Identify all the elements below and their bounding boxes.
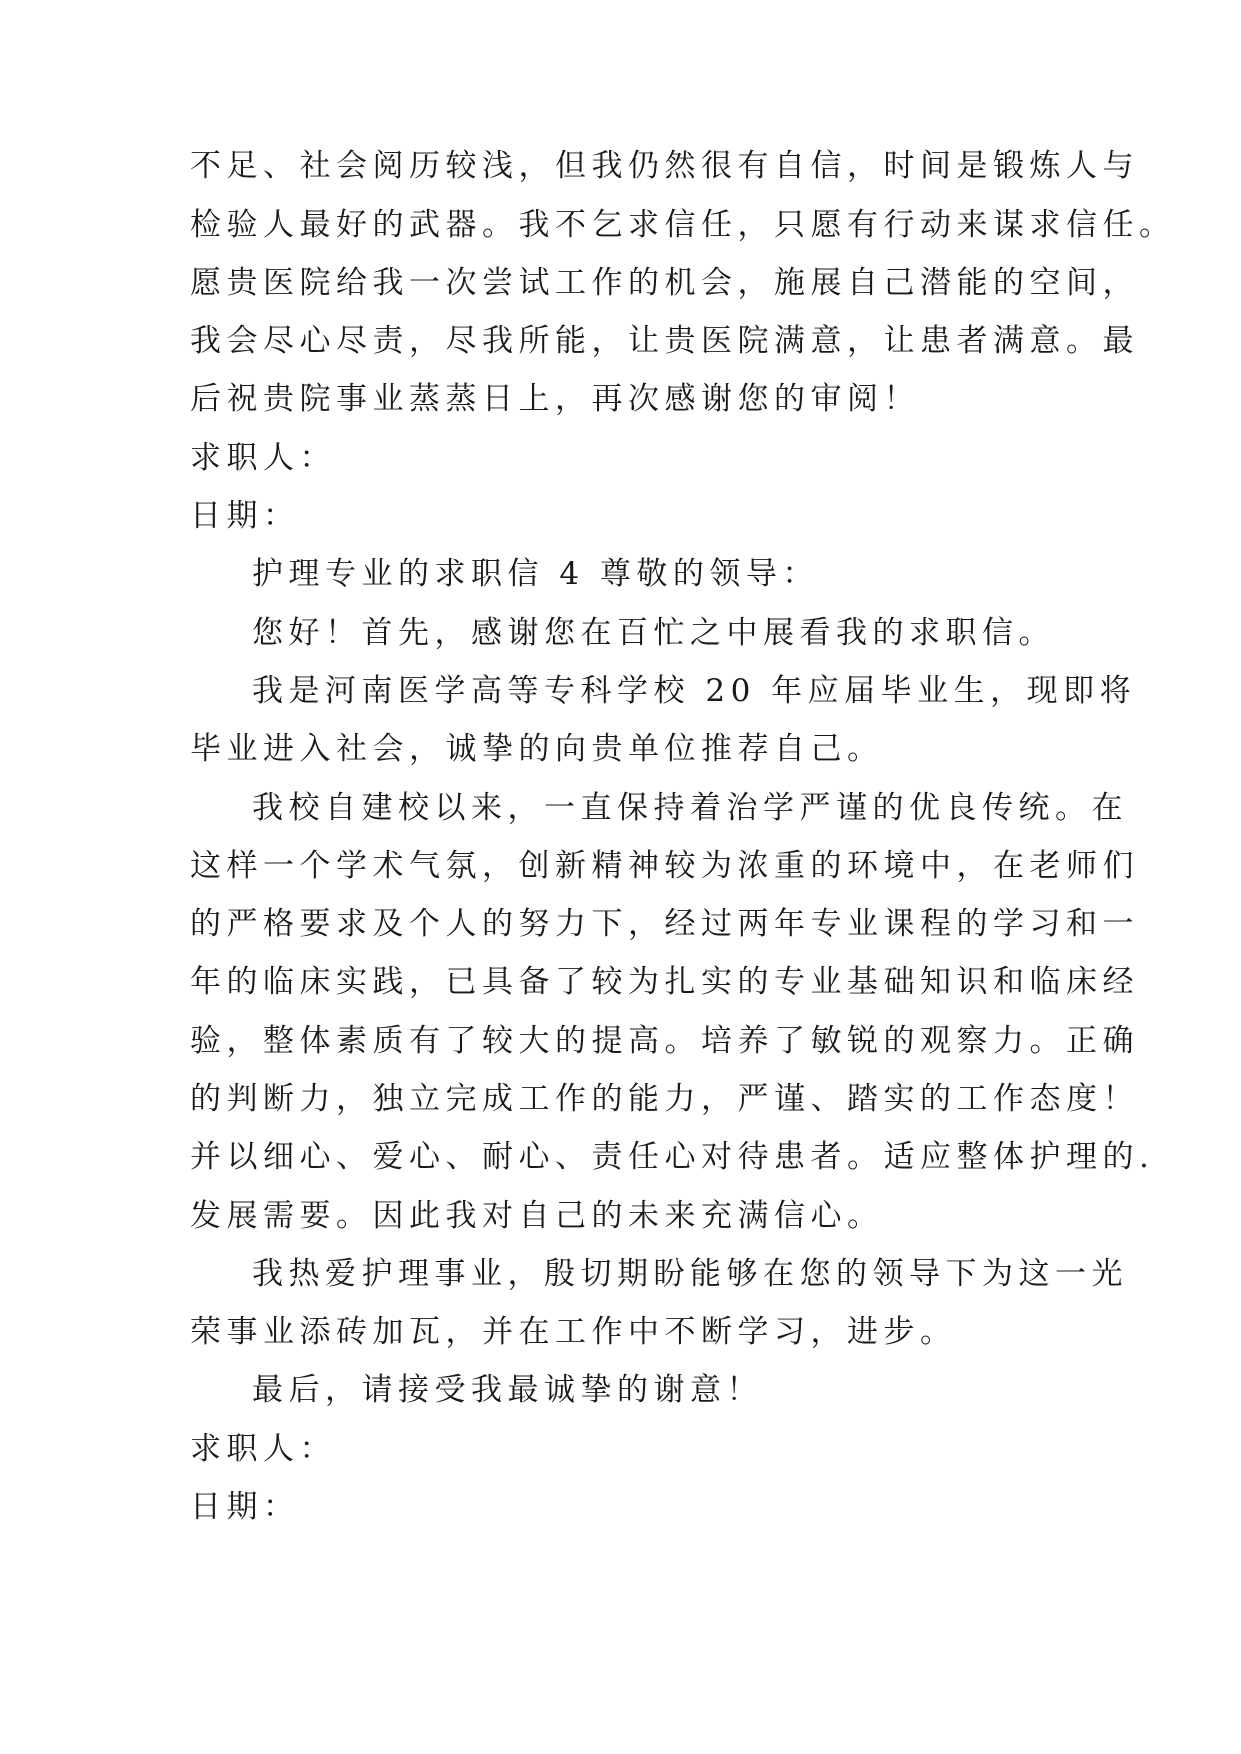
text-line: 您好！首先，感谢您在百忙之中展看我的求职信。 <box>252 615 1055 651</box>
text-line: 的判断力，独立完成工作的能力，严谨、踏实的工作态度！ <box>190 1081 1139 1117</box>
signature-label: 求职人： <box>190 1431 336 1467</box>
text-line: 并以细心、爱心、耐心、责任心对待患者。适应整体护理的. <box>190 1139 1155 1175</box>
text-line: 验，整体素质有了较大的提高。培养了敏锐的观察力。正确 <box>190 1023 1139 1059</box>
text-line: 愿贵医院给我一次尝试工作的机会，施展自己潜能的空间， <box>190 265 1139 301</box>
text-line: 后祝贵院事业蒸蒸日上，再次感谢您的审阅！ <box>190 381 920 417</box>
text-line: 我是河南医学高等专科学校 20 年应届毕业生，现即将 <box>252 673 1137 709</box>
text-line: 的严格要求及个人的努力下，经过两年专业课程的学习和一 <box>190 906 1139 942</box>
text-line: 发展需要。因此我对自己的未来充满信心。 <box>190 1198 884 1234</box>
letter-heading: 护理专业的求职信 4 尊敬的领导： <box>252 556 819 592</box>
text-line: 最后，请接受我最诚挚的谢意！ <box>252 1372 763 1408</box>
text-line: 我会尽心尽责，尽我所能，让贵医院满意，让患者满意。最 <box>190 323 1139 359</box>
signature-label: 求职人： <box>190 440 336 476</box>
date-label: 日期： <box>190 498 300 534</box>
text-line: 毕业进入社会，诚挚的向贵单位推荐自己。 <box>190 731 884 767</box>
text-line: 年的临床实践，已具备了较为扎实的专业基础知识和临床经 <box>190 964 1139 1000</box>
text-line: 我校自建校以来，一直保持着治学严谨的优良传统。在 <box>252 790 1128 826</box>
text-line: 检验人最好的武器。我不乞求信任，只愿有行动来谋求信任。 <box>190 207 1176 243</box>
date-label: 日期： <box>190 1489 300 1525</box>
text-line: 不足、社会阅历较浅，但我仍然很有自信，时间是锻炼人与 <box>190 148 1139 184</box>
text-line: 荣事业添砖加瓦，并在工作中不断学习，进步。 <box>190 1314 957 1350</box>
text-line: 这样一个学术气氛，创新精神较为浓重的环境中，在老师们 <box>190 848 1139 884</box>
text-line: 我热爱护理事业，殷切期盼能够在您的领导下为这一光 <box>252 1256 1128 1292</box>
